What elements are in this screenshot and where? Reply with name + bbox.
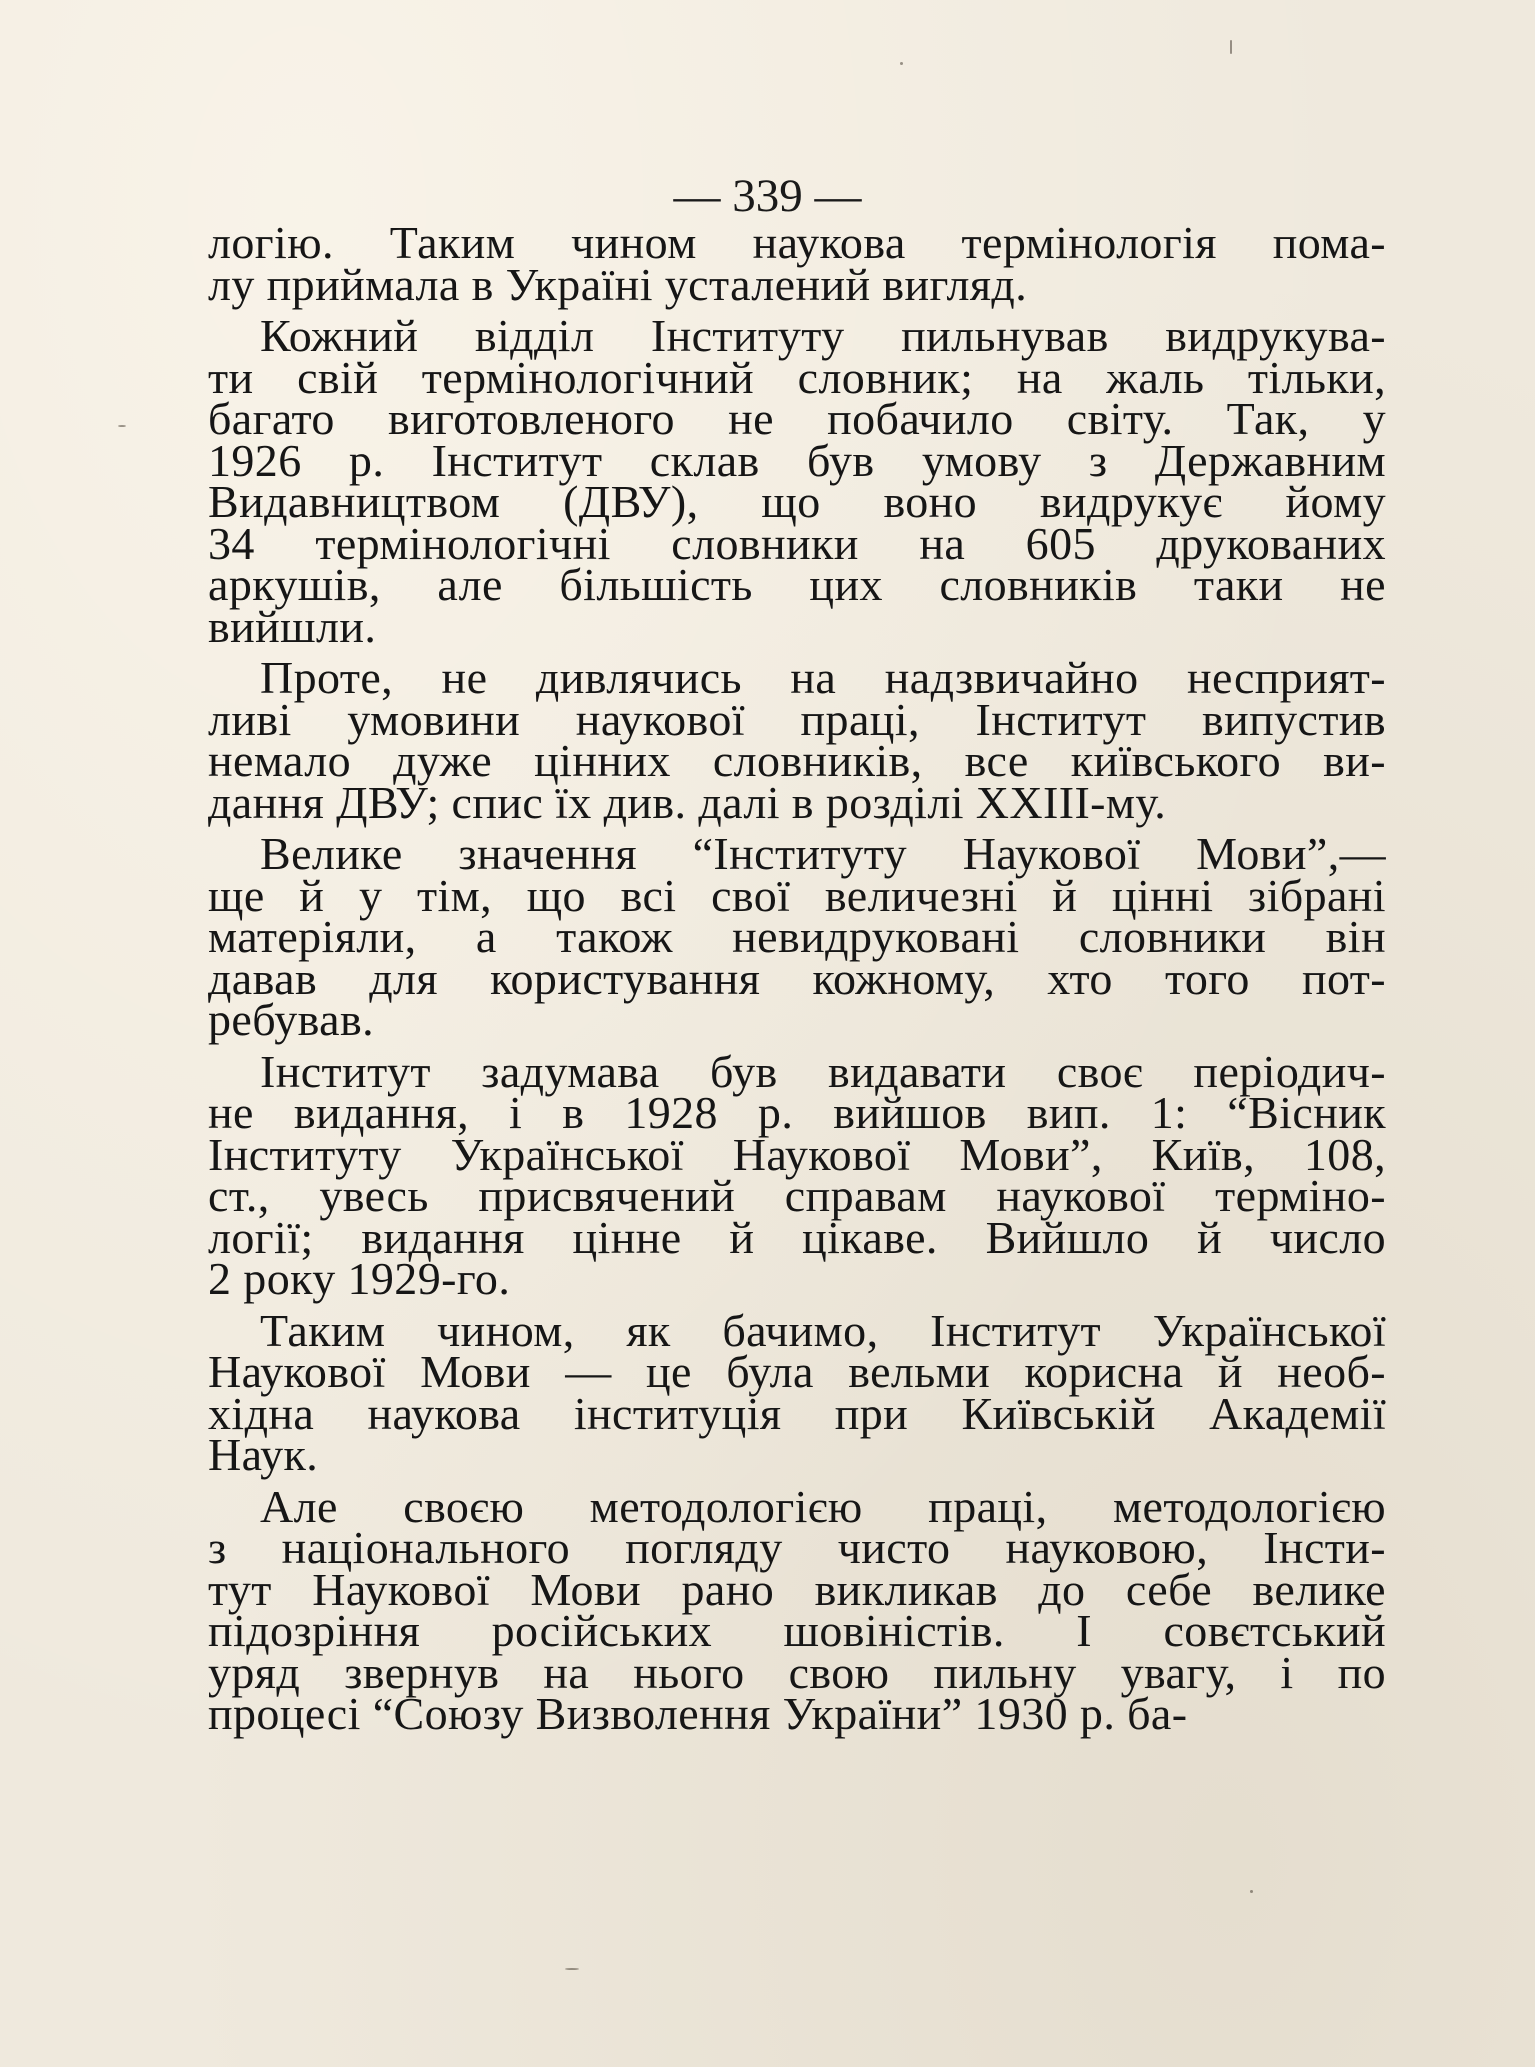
text-line: вийшли. [208, 600, 377, 652]
text-line: давав для користування кожному, хто того пот- [208, 952, 1386, 1004]
text-line: матеріяли, а також невидруковані словники він [208, 911, 1386, 962]
text-line: Інститут задумава був видавати своє періодич- [260, 1045, 1386, 1097]
text-line: Інституту Української Наукової Мови”, Київ, 108, [208, 1128, 1386, 1180]
text-line: аркушів, але більшість цих словників таки не [208, 559, 1386, 610]
text-line: Проте, не дивлячись на надзвичайно несприят- [260, 652, 1386, 703]
paper-speck [1230, 40, 1232, 54]
text-line: з національного погляду чисто науковою, Інсти- [208, 1522, 1386, 1573]
paper-speck [900, 62, 903, 65]
page-number: — 339 — [673, 170, 862, 222]
paper-speck [118, 425, 126, 427]
paragraph [208, 1480, 1386, 1739]
paper-speck [1250, 1890, 1253, 1893]
body-text [208, 217, 1386, 1745]
text-line: не видання, і в 1928 р. вийшов вип. 1: “Вісник [208, 1087, 1386, 1138]
text-line: 1926 р. Інститут склав був умову з Державним [208, 434, 1386, 486]
text-line: Наукової Мови — це була вельми корисна й необ- [208, 1346, 1386, 1397]
text-line: немало дуже цінних словників, все київського ви- [208, 735, 1386, 786]
text-line: дання ДВУ; спис їх див. далі в розділі XXIII-му. [208, 776, 1167, 828]
text-line: тут Наукової Мови рано викликав до себе велике [208, 1563, 1386, 1615]
text-line: логію. Таким чином наукова термінологія пома- [208, 217, 1386, 268]
text-line: уряд звернув на нього свою пильну увагу, і по [208, 1646, 1386, 1698]
text-line: Таким чином, як бачимо, Інститут Української [260, 1304, 1386, 1356]
text-line: ливі умовини наукової праці, Інститут випустив [208, 693, 1386, 745]
paragraph [208, 310, 1386, 652]
text-line: 2 року 1929-го. [208, 1253, 511, 1304]
paragraph [208, 1304, 1386, 1480]
paragraph [208, 217, 1386, 310]
text-line: ст., увесь присвячений справам наукової терміно- [208, 1170, 1386, 1221]
text-line: багато виготовленого не побачило світу. Так, у [208, 393, 1386, 444]
text-line: ребував. [208, 994, 375, 1045]
text-line: Наук. [208, 1429, 319, 1480]
text-line: логії; видання цінне й цікаве. Вийшло й число [208, 1211, 1386, 1263]
paper-speck [565, 1968, 579, 1970]
text-line: процесі “Союзу Визволення України” 1930 р. ба- [208, 1688, 1188, 1739]
paragraph [208, 1045, 1386, 1304]
text-line: Але своєю методологією праці, методологією [260, 1480, 1386, 1532]
text-line: 34 термінологічні словники на 605 друкованих [208, 517, 1386, 569]
text-line: лу приймала в Україні усталений вигляд. [208, 258, 1028, 310]
text-line: ще й у тім, що всі свої величезні й цінні зібрані [208, 869, 1386, 921]
text-line: Видавництвом (ДВУ), що воно видрукує йому [208, 476, 1386, 527]
text-line: ти свій термінологічний словник; на жаль тільки, [208, 351, 1386, 403]
text-line: хідна наукова інституція при Київській Академії [208, 1387, 1386, 1439]
paragraph [208, 652, 1386, 828]
text-line: Кожний відділ Інституту пильнував видрукува- [260, 310, 1386, 361]
text-line: підозріння російських шовіністів. І совєтський [208, 1605, 1386, 1656]
text-line: Велике значення “Інституту Наукової Мови”,— [260, 828, 1386, 879]
paragraph [208, 828, 1386, 1045]
